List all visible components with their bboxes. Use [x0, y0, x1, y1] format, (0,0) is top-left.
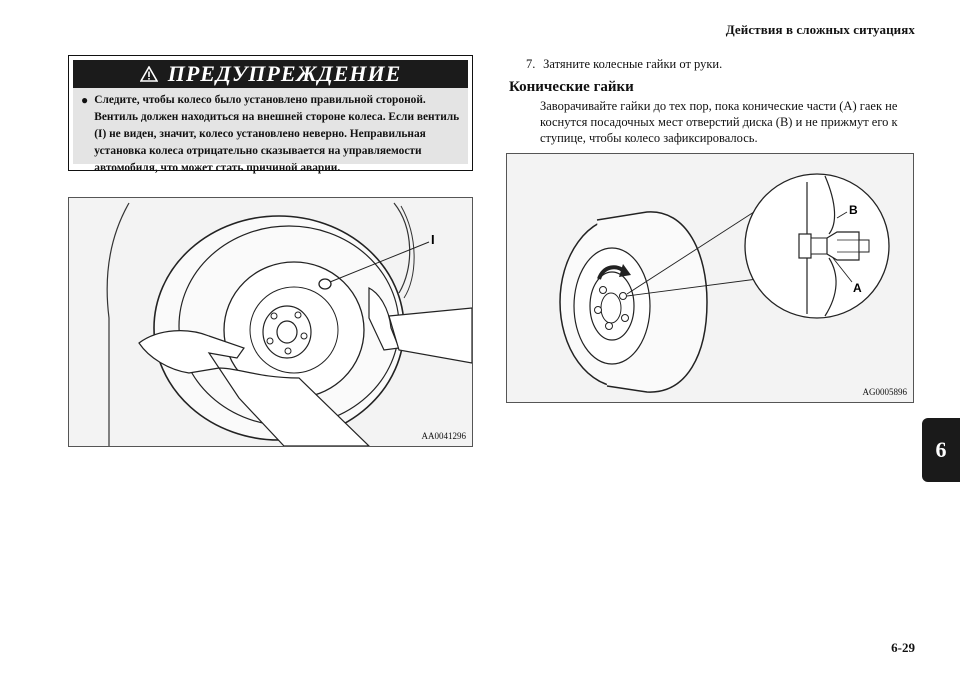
page-number: 6-29 — [891, 640, 915, 655]
label-b: B — [849, 203, 858, 217]
running-header: Действия в сложных ситуациях — [725, 22, 915, 37]
figure-code: AA0041296 — [421, 431, 466, 441]
figure-wheel-mounting — [68, 197, 473, 447]
figure-conical-nuts — [506, 153, 914, 403]
step-text: Затяните колесные гайки от руки. — [543, 57, 723, 71]
label-a: A — [853, 281, 862, 295]
wheel-mounting-illustration — [69, 198, 472, 446]
section-title: Конические гайки — [509, 79, 634, 95]
warning-body — [73, 88, 468, 174]
warning-text: Следите, чтобы колесо было установлено правильной стороной. Вентиль должен находиться на внешней стороне колеса. Если вентиль (I) не виден, значит, колесо установлено неверно. Неправильная установка колеса отрицательно сказывается на управляемости автомобиля, что может стать причиной аварии. — [94, 94, 460, 174]
step-number: 7. — [526, 57, 536, 71]
section-paragraph: Заворачивайте гайки до тех пор, пока конические части (A) гаек не коснутся посадочных мест отверстий диска (B) и не прижмут его к ступице, чтобы колесо зафиксировалось. — [540, 99, 898, 145]
bullet-icon: ● — [81, 93, 89, 107]
valve-callout-label: I — [431, 232, 435, 247]
warning-title: ПРЕДУПРЕЖДЕНИЕ — [167, 61, 402, 86]
step-7 — [526, 57, 722, 72]
chapter-tab[interactable]: 6 — [922, 418, 960, 482]
warning-header — [73, 60, 468, 88]
warning-box — [68, 55, 473, 174]
figure-code: AG0005896 — [862, 387, 907, 397]
warning-triangle-icon — [140, 66, 158, 82]
conical-nut-illustration — [507, 154, 913, 402]
